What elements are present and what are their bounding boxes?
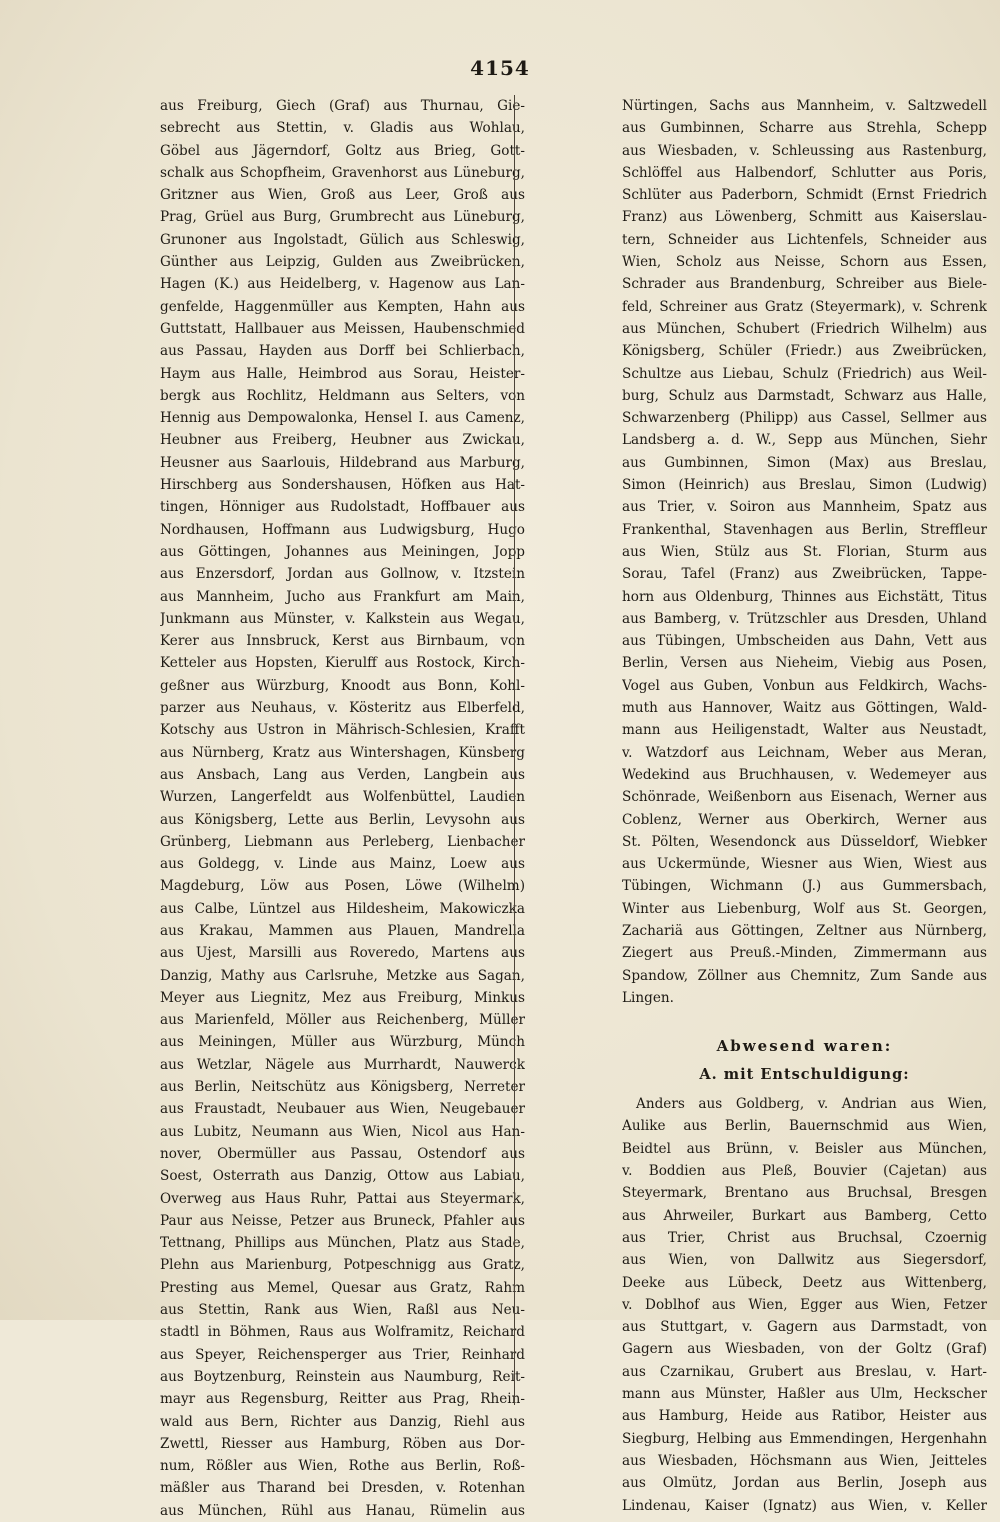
text-line: Kerer aus Innsbruck, Kerst aus Birnbaum, von xyxy=(160,633,525,650)
text-line: mann aus Heiligenstadt, Walter aus Neustadt, xyxy=(622,722,987,739)
text-line: Tettnang, Phillips aus München, Platz aus Stade, xyxy=(160,1235,525,1252)
text-line: Nordhausen, Hoffmann aus Ludwigsburg, Hugo xyxy=(160,521,525,538)
text-line: aus Krakau, Mammen aus Plauen, Mandrella xyxy=(160,922,525,939)
text-line: Wedekind aus Bruchhausen, v. Wedemeyer aus xyxy=(622,766,987,783)
text-line: aus Gumbinnen, Scharre aus Strehla, Schepp xyxy=(622,120,987,137)
text-line: Nürtingen, Sachs aus Mannheim, v. Saltzwedell xyxy=(622,98,987,114)
text-line: Landsberg a. d. W., Sepp aus München, Siehr xyxy=(622,432,987,449)
text-line: aus Trier, v. Soiron aus Mannheim, Spatz aus xyxy=(622,499,987,516)
text-line: mayr aus Regensburg, Reitter aus Prag, Rhein- xyxy=(160,1391,525,1408)
text-line: Göbel aus Jägerndorf, Goltz aus Brieg, Gott- xyxy=(160,142,525,159)
text-line: Soest, Osterrath aus Danzig, Ottow aus Labiau, xyxy=(160,1168,525,1185)
text-line: geßner aus Würzburg, Knoodt aus Bonn, Kohl- xyxy=(160,677,525,694)
text-line: feld, Schreiner aus Gratz (Steyermark), v. Schrenk xyxy=(622,298,987,315)
text-line: Junkmann aus Münster, v. Kalkstein aus Wegau, xyxy=(160,610,525,627)
text-line: aus Hamburg, Heide aus Ratibor, Heister aus xyxy=(622,1408,987,1425)
text-line: Gagern aus Wiesbaden, von der Goltz (Graf) xyxy=(622,1341,987,1358)
text-line: v. Watzdorf aus Leichnam, Weber aus Meran, xyxy=(622,744,987,761)
text-line: Schönrade, Weißenborn aus Eisenach, Werner aus xyxy=(622,789,987,806)
text-line: Heubner aus Freiberg, Heubner aus Zwickau, xyxy=(160,432,525,449)
text-line: aus Olmütz, Jordan aus Berlin, Joseph aus xyxy=(622,1475,987,1492)
text-line: aus Goldegg, v. Linde aus Mainz, Loew aus xyxy=(160,856,525,873)
text-line: aus München, Rühl aus Hanau, Rümelin aus xyxy=(160,1502,525,1519)
text-line: aus Gumbinnen, Simon (Max) aus Breslau, xyxy=(622,454,987,471)
text-line: Meyer aus Liegnitz, Mez aus Freiburg, Minkus xyxy=(160,989,525,1006)
text-line: aus Stuttgart, v. Gagern aus Darmstadt, von xyxy=(622,1319,987,1336)
text-line: Tübingen, Wichmann (J.) aus Gummersbach, xyxy=(622,878,987,895)
text-line: Ziegert aus Preuß.-Minden, Zimmermann aus xyxy=(622,945,987,962)
text-line: Königsberg, Schüler (Friedr.) aus Zweibrücken, xyxy=(622,343,987,360)
text-line: muth aus Hannover, Waitz aus Göttingen, Wald- xyxy=(622,700,987,717)
absent-heading: Abwesend waren: xyxy=(716,1037,893,1056)
text-line: Deeke aus Lübeck, Deetz aus Wittenberg, xyxy=(622,1274,987,1291)
text-line: Grunoner aus Ingolstadt, Gülich aus Schleswig, xyxy=(160,231,525,248)
text-line: Aulike aus Berlin, Bauernschmid aus Wien, xyxy=(622,1118,987,1135)
text-line: Prag, Grüel aus Burg, Grumbrecht aus Lüneburg, xyxy=(160,209,525,226)
text-line: aus Göttingen, Johannes aus Meiningen, Jopp xyxy=(160,543,525,560)
text-line: aus Mannheim, Jucho aus Frankfurt am Main, xyxy=(160,588,525,605)
text-line: Simon (Heinrich) aus Breslau, Simon (Ludwig) xyxy=(622,477,987,494)
text-line: aus Calbe, Lüntzel aus Hildesheim, Makowiczka xyxy=(160,900,525,917)
text-line: aus Wiesbaden, v. Schleussing aus Rastenburg, xyxy=(622,142,987,159)
text-line: Hirschberg aus Sondershausen, Höfken aus Hat- xyxy=(160,477,525,494)
text-line: aus Berlin, Neitschütz aus Königsberg, Nerreter xyxy=(160,1079,525,1096)
text-line: aus Königsberg, Lette aus Berlin, Levysohn aus xyxy=(160,811,525,828)
text-line: aus Nürnberg, Kratz aus Wintershagen, Künsberg xyxy=(160,744,525,761)
text-line: nover, Obermüller aus Passau, Ostendorf aus xyxy=(160,1145,525,1162)
text-line: aus München, Schubert (Friedrich Wilhelm) aus xyxy=(622,320,987,337)
text-line: v. Doblhof aus Wien, Egger aus Wien, Fetzer xyxy=(622,1296,987,1313)
text-line: Magdeburg, Löw aus Posen, Löwe (Wilhelm) xyxy=(160,878,525,895)
text-line: Spandow, Zöllner aus Chemnitz, Zum Sande aus xyxy=(622,967,987,984)
text-line: Hennig aus Dempowalonka, Hensel I. aus Camenz, xyxy=(160,410,525,427)
text-line: mäßler aus Tharand bei Dresden, v. Rotenhan xyxy=(160,1480,525,1497)
text-line: burg, Schulz aus Darmstadt, Schwarz aus Halle, xyxy=(622,387,987,404)
text-line: Kotschy aus Ustron in Mährisch-Schlesien, Krafft xyxy=(160,722,525,739)
text-line: stadtl in Böhmen, Raus aus Wolframitz, Reichard xyxy=(160,1324,525,1341)
excused-subheading: A. mit Entschuldigung: xyxy=(699,1066,910,1084)
text-line: Frankenthal, Stavenhagen aus Berlin, Streffleur xyxy=(622,521,987,538)
text-line: Schwarzenberg (Philipp) aus Cassel, Sellmer aus xyxy=(622,410,987,427)
right-column xyxy=(622,95,987,1517)
text-line: v. Boddien aus Pleß, Bouvier (Cajetan) aus xyxy=(622,1163,987,1180)
text-line: Wurzen, Langerfeldt aus Wolfenbüttel, Laudien xyxy=(160,789,525,806)
text-line: Ketteler aus Hopsten, Kierulff aus Rostock, Kirch- xyxy=(160,655,525,672)
text-line: aus Wien, von Dallwitz aus Siegersdorf, xyxy=(622,1252,987,1269)
text-line: wald aus Bern, Richter aus Danzig, Riehl aus xyxy=(160,1413,525,1430)
text-line: schalk aus Schopfheim, Gravenhorst aus Lüneburg, xyxy=(160,164,525,181)
text-line: Danzig, Mathy aus Carlsruhe, Metzke aus Sagan, xyxy=(160,967,525,984)
text-line: tern, Schneider aus Lichtenfels, Schneider aus xyxy=(622,231,987,248)
text-line: aus Boytzenburg, Reinstein aus Naumburg, Reit- xyxy=(160,1368,525,1385)
text-line: Berlin, Versen aus Nieheim, Viebig aus Posen, xyxy=(622,655,987,672)
text-line: Schultze aus Liebau, Schulz (Friedrich) aus Weil- xyxy=(622,365,987,382)
excused-list xyxy=(622,1093,987,1517)
text-line: Wien, Scholz aus Neisse, Schorn aus Essen, xyxy=(622,254,987,271)
text-line: Schlüter aus Paderborn, Schmidt (Ernst Friedrich xyxy=(622,187,987,204)
text-line: aus Ujest, Marsilli aus Roveredo, Martens aus xyxy=(160,945,525,962)
text-line: aus Enzersdorf, Jordan aus Gollnow, v. Itzstein xyxy=(160,566,525,583)
text-line: aus Wiesbaden, Höchsmann aus Wien, Jeitteles xyxy=(622,1452,987,1469)
text-line: aus Trier, Christ aus Bruchsal, Czoernig xyxy=(622,1229,987,1246)
text-line: Schrader aus Brandenburg, Schreiber aus Biele- xyxy=(622,276,987,293)
text-line: aus Lubitz, Neumann aus Wien, Nicol aus Han- xyxy=(160,1123,525,1140)
text-line: Franz) aus Löwenberg, Schmitt aus Kaiserslau- xyxy=(622,209,987,226)
text-line: aus Czarnikau, Grubert aus Breslau, v. Hart- xyxy=(622,1363,987,1380)
text-line: Vogel aus Guben, Vonbun aus Feldkirch, Wachs- xyxy=(622,677,987,694)
left-column xyxy=(160,95,525,1522)
text-line: Beidtel aus Brünn, v. Beisler aus München, xyxy=(622,1140,987,1157)
text-line: aus Fraustadt, Neubauer aus Wien, Neugebauer xyxy=(160,1101,525,1118)
text-line: genfelde, Haggenmüller aus Kempten, Hahn aus xyxy=(160,298,525,315)
text-line: num, Rößler aus Wien, Rothe aus Berlin, Roß- xyxy=(160,1458,525,1475)
text-line: aus Marienfeld, Möller aus Reichenberg, Müller xyxy=(160,1012,525,1029)
text-line: aus Wetzlar, Nägele aus Murrhardt, Nauwerck xyxy=(160,1056,525,1073)
text-line: Guttstatt, Hallbauer aus Meissen, Haubenschmied xyxy=(160,320,525,337)
text-line: Plehn aus Marienburg, Potpeschnigg aus Gratz, xyxy=(160,1257,525,1274)
text-line: Sorau, Tafel (Franz) aus Zweibrücken, Tappe- xyxy=(622,566,987,583)
text-line: aus Ansbach, Lang aus Verden, Langbein aus xyxy=(160,766,525,783)
text-line: Haym aus Halle, Heimbrod aus Sorau, Heister- xyxy=(160,365,525,382)
text-line: Zwettl, Riesser aus Hamburg, Röben aus Dor- xyxy=(160,1435,525,1452)
text-line: Lindenau, Kaiser (Ignatz) aus Wien, v. Keller xyxy=(622,1497,987,1514)
text-line: aus Meiningen, Müller aus Würzburg, Münch xyxy=(160,1034,525,1051)
text-line: horn aus Oldenburg, Thinnes aus Eichstätt, Titus xyxy=(622,588,987,605)
text-line: Zachariä aus Göttingen, Zeltner aus Nürnberg, xyxy=(622,922,987,939)
right-column-text xyxy=(622,95,987,1009)
text-line: Siegburg, Helbing aus Emmendingen, Hergenhahn xyxy=(622,1430,987,1447)
text-line: aus Wien, Stülz aus St. Florian, Sturm aus xyxy=(622,543,987,560)
column-divider xyxy=(514,95,516,1405)
text-line: aus Bamberg, v. Trützschler aus Dresden, Uhland xyxy=(622,610,987,627)
text-line: aus Speyer, Reichensperger aus Trier, Reinhard xyxy=(160,1346,525,1363)
text-line: aus Ahrweiler, Burkart aus Bamberg, Cetto xyxy=(622,1207,987,1224)
text-line: parzer aus Neuhaus, v. Kösteritz aus Elberfeld, xyxy=(160,700,525,717)
text-line: Heusner aus Saarlouis, Hildebrand aus Marburg, xyxy=(160,454,525,471)
text-line: Paur aus Neisse, Petzer aus Bruneck, Pfahler aus xyxy=(160,1212,525,1229)
text-line: St. Pölten, Wesendonck aus Düsseldorf, Wiebker xyxy=(622,833,987,850)
text-line: Schlöffel aus Halbendorf, Schlutter aus Poris, xyxy=(622,164,987,181)
text-line: Winter aus Liebenburg, Wolf aus St. Georgen, xyxy=(622,900,987,917)
text-line: aus Tübingen, Umbscheiden aus Dahn, Vett aus xyxy=(622,633,987,650)
text-line: aus Stettin, Rank aus Wien, Raßl aus Neu- xyxy=(160,1302,525,1319)
text-line: Hagen (K.) aus Heidelberg, v. Hagenow aus Lan- xyxy=(160,276,525,293)
text-line: Günther aus Leipzig, Gulden aus Zweibrücken, xyxy=(160,254,525,271)
text-line: sebrecht aus Stettin, v. Gladis aus Wohlau, xyxy=(160,120,525,137)
text-line: Presting aus Memel, Quesar aus Gratz, Rahm xyxy=(160,1279,525,1296)
text-line: Overweg aus Haus Ruhr, Pattai aus Steyermark, xyxy=(160,1190,525,1207)
text-line: bergk aus Rochlitz, Heldmann aus Selters, von xyxy=(160,387,525,404)
text-line: Lingen. xyxy=(622,989,674,1006)
text-line: mann aus Münster, Haßler aus Ulm, Heckscher xyxy=(622,1386,987,1403)
text-line: Steyermark, Brentano aus Bruchsal, Bresgen xyxy=(622,1185,987,1202)
text-line: aus Passau, Hayden aus Dorff bei Schlierbach, xyxy=(160,343,525,360)
page-number: 4154 xyxy=(470,56,530,80)
text-line: aus Uckermünde, Wiesner aus Wien, Wiest aus xyxy=(622,856,987,873)
text-line: Gritzner aus Wien, Groß aus Leer, Groß aus xyxy=(160,187,525,204)
text-line: Grünberg, Liebmann aus Perleberg, Lienbacher xyxy=(160,833,525,850)
text-line: tingen, Hönniger aus Rudolstadt, Hoffbauer aus xyxy=(160,499,525,516)
text-line: aus Freiburg, Giech (Graf) aus Thurnau, Gie- xyxy=(160,98,525,114)
text-line: Anders aus Goldberg, v. Andrian aus Wien, xyxy=(636,1096,987,1113)
text-line: Coblenz, Werner aus Oberkirch, Werner aus xyxy=(622,811,987,828)
